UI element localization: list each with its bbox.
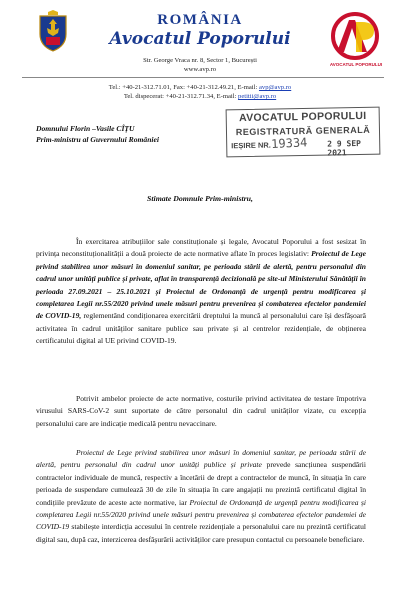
avocatul-poporului-logo-icon — [328, 12, 382, 66]
institution-website[interactable]: www.avp.ro — [183, 66, 217, 73]
header-divider — [22, 77, 384, 78]
institution-heading: Avocatul Poporului — [109, 29, 291, 49]
paragraph-1-intro: În exercitarea atribuțiilor sale constituționale și legale, Avocatul Poporului a fost sesizat în privința neconstituționalității a două proiecte de acte normative aflate în proces legislativ: — [36, 237, 366, 259]
stamp-date: 2 9 SEP 2021 — [327, 138, 362, 158]
contact-line-2-text: Tel. dispecerat: +40-21-312.71.34, E-mail: — [123, 93, 239, 100]
paragraph-3-sanction: prevede sancțiunea suspendării contractelor individuale de muncă, respectiv a încetării de drept a contractelor de muncă, în situația în care perioada de suspendare cumulează 30 de zile în situația în care angajații nu prezintă certificatul digital în condițiile prevăzute de aceste acte normative, iar — [36, 460, 366, 507]
paragraph-3 — [36, 447, 366, 546]
paragraph-3-interdiction: stabilește interdicția accesului în centrele rezidențiale a personalului care nu prezintă certificatul digital sau, după caz, interzicerea desfășurării activităților care presupun contactul cu persoanele beneficiare. — [36, 522, 366, 544]
stamp-exit-label: IEȘIRE NR. — [231, 140, 271, 151]
registration-stamp — [226, 107, 381, 158]
paragraph-1-projects: Proiectul de Lege privind stabilirea unor măsuri în domeniul sanitar, pe perioada stării de alertă, pentru personalul din cadrul unor unități publice și private, aflat în transparență decizională pe site-ul Ministerului Sănătății în perioada 27.09.2021 – 25.10.2021 și Proiectul de Ordonanță de urgență pentru modificarea și completarea Legii nr.55/2020 privind unele măsuri pentru prevenirea și combaterea efectelor pandemiei de COVID-19, — [36, 249, 366, 321]
paragraph-1 — [36, 236, 366, 348]
paragraph-1-conclusion: reglementând condiționarea exercitării dreptului la muncă al personalului care își desfășoară activitatea în cadrul unităților sanitare publice sau private și al centrelor rezidențiale, de obținerea certificatului digital al UE privind COVID-19. — [36, 311, 366, 346]
paragraph-3-law-title: Proiectul de Lege privind stabilirea unor măsuri în domeniul sanitar, pe perioada stării de alertă, pentru personalul din cadrul unor unități publice și private — [36, 448, 366, 470]
addressee-title: Prim-ministru al Guvernului României — [36, 135, 160, 144]
stamp-registry: REGISTRATURĂ GENERALĂ — [235, 124, 371, 138]
paragraph-2: Potrivit ambelor proiecte de acte normative, costurile privind activitatea de testare împotriva virusului SARS-CoV-2 sunt suportate de către personalul din cadrul unităților vizate, cu excepția personalului care are indicație medicală pentru nevaccinare. — [36, 394, 366, 428]
contact-line-1 — [0, 84, 400, 91]
addressee-name: Domnului Florin –Vasile CÎȚU — [36, 124, 135, 133]
contact-line-1-text: Tel.: +40-21-312.71.01, Fax: +40-21-312.49.21, E-mail: — [108, 84, 259, 91]
salutation: Stimate Domnule Prim-ministru, — [147, 194, 253, 203]
contact-line-2 — [0, 93, 400, 100]
stamp-institution: AVOCATUL POPORULUI — [238, 109, 367, 125]
email-link-petitii[interactable]: petitii@avp.ro — [238, 93, 277, 100]
paragraph-3-ordinance-title: Proiectul de Ordonanță de urgență pentru modificarea și completarea Legii nr.55/2020 privind unele măsuri pentru prevenirea și combaterea efectelor pandemiei de COVID-19 — [36, 497, 366, 532]
email-link-avp[interactable]: avp@avp.ro — [258, 84, 292, 91]
institution-address: Str. George Vraca nr. 8, Sector 1, București — [143, 57, 257, 64]
stamp-number: 19334 — [270, 135, 308, 152]
country-heading: ROMÂNIA — [157, 12, 243, 28]
logo-caption: AVOCATUL POPORULUI — [329, 62, 383, 67]
